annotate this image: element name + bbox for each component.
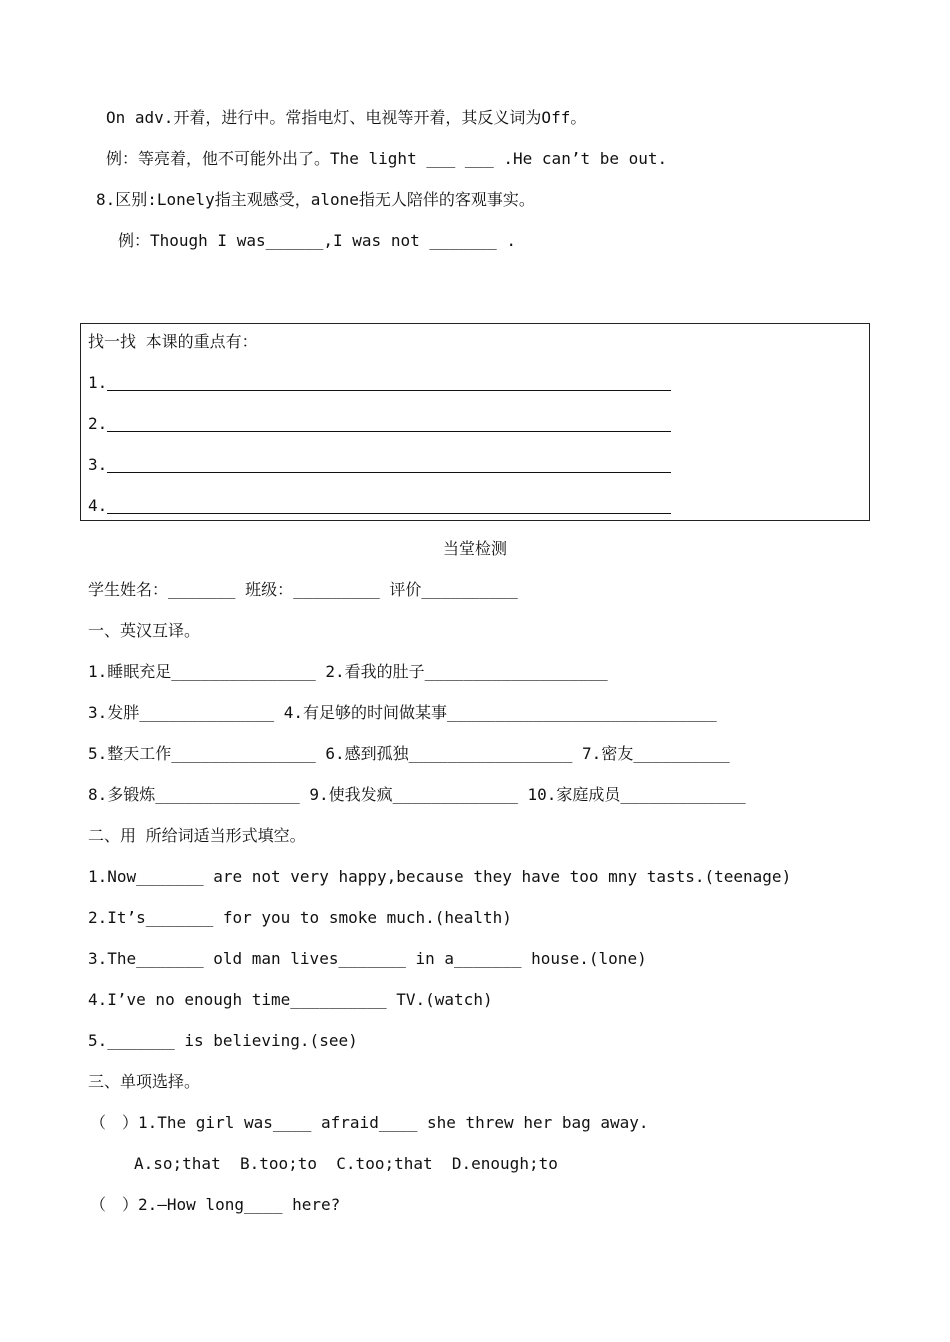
on-definition: On adv.开着，进行中。常指电灯、电视等开着，其反义词为Off。 [106, 108, 587, 127]
key-point-blank[interactable] [107, 431, 671, 432]
key-points-title: 找一找 本课的重点有： [88, 332, 258, 351]
key-point-blank[interactable] [107, 390, 671, 391]
translation-row: 5.整天工作_______________ 6.感到孤独_________________ 7.密友__________ [88, 744, 730, 763]
lonely-example: 例：Though I was______,I was not _______ . [118, 231, 517, 250]
fill-in-row: 1.Now_______ are not very happy,because they have too mny tasts.(teenage) [88, 867, 792, 886]
key-point-blank[interactable] [107, 513, 671, 514]
test-title: 当堂检测 [442, 539, 507, 558]
choice-options: A.so;that B.too;to C.too;that D.enough;to [134, 1154, 558, 1173]
fill-in-row: 4.I’ve no enough time__________ TV.(watch) [88, 990, 493, 1009]
fill-in-row: 3.The_______ old man lives_______ in a_______ house.(lone) [88, 949, 647, 968]
choice-question: （ ）1.The girl was____ afraid____ she threw her bag away. [90, 1113, 649, 1132]
key-point-blank[interactable] [107, 472, 671, 473]
section1-heading: 一、英汉互译。 [88, 621, 201, 640]
key-point-number: 2. [88, 414, 108, 433]
choice-question: （ ）2.—How long____ here? [90, 1195, 341, 1214]
section3-heading: 三、单项选择。 [88, 1072, 201, 1091]
fill-in-row: 2.It’s_______ for you to smoke much.(health) [88, 908, 512, 927]
student-info: 学生姓名：_______ 班级：_________ 评价__________ [88, 580, 518, 599]
fill-in-row: 5._______ is believing.(see) [88, 1031, 358, 1050]
translation-row: 3.发胖______________ 4.有足够的时间做某事____________________________ [88, 703, 717, 722]
key-points-box [80, 323, 870, 521]
key-point-number: 1. [88, 373, 108, 392]
translation-row: 1.睡眠充足_______________ 2.看我的肚子___________________ [88, 662, 608, 681]
key-point-number: 3. [88, 455, 108, 474]
translation-row: 8.多锻炼_______________ 9.使我发疯_____________ 10.家庭成员_____________ [88, 785, 746, 804]
section2-heading: 二、用 所给词适当形式填空。 [88, 826, 306, 845]
lonely-definition: 8.区别:Lonely指主观感受，alone指无人陪伴的客观事实。 [96, 190, 535, 209]
key-point-number: 4. [88, 496, 108, 515]
on-example: 例：等亮着，他不可能外出了。The light ___ ___ .He can’t be out. [106, 149, 668, 168]
